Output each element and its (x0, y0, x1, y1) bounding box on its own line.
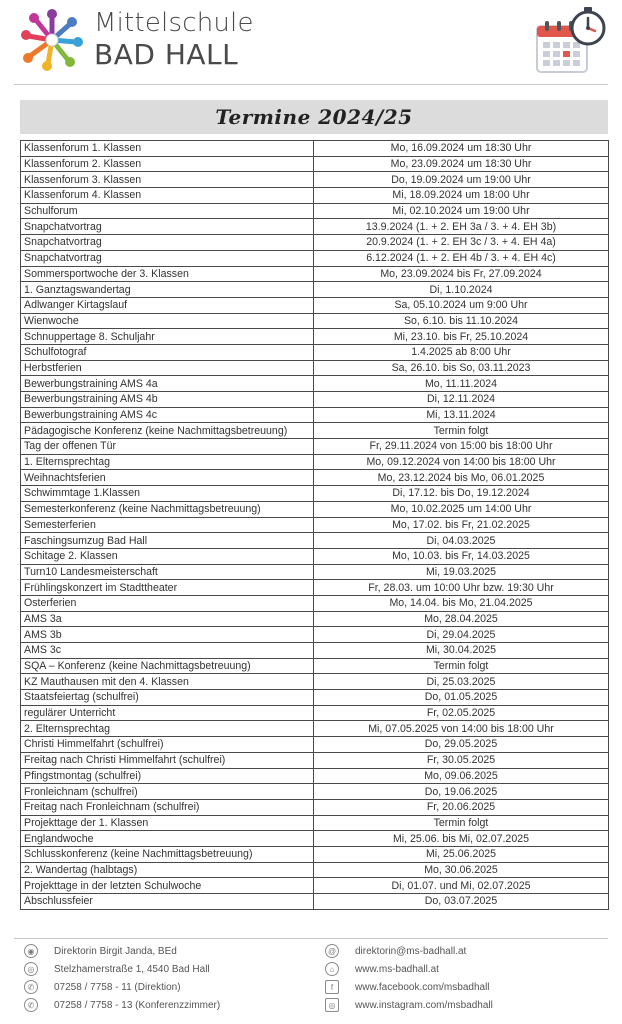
events-table (20, 140, 609, 910)
event-date: Mi, 02.10.2024 um 19:00 Uhr (314, 203, 609, 219)
event-name: Snapchatvortrag (21, 250, 314, 266)
table-row (21, 188, 609, 204)
table-row (21, 156, 609, 172)
event-date: Di, 1.10.2024 (314, 282, 609, 298)
footer-divider (14, 938, 608, 939)
event-name: Snapchatvortrag (21, 235, 314, 251)
event-date: Mo, 23.09.2024 bis Fr, 27.09.2024 (314, 266, 609, 282)
table-row (21, 784, 609, 800)
event-date: Mo, 10.02.2025 um 14:00 Uhr (314, 501, 609, 517)
table-row (21, 752, 609, 768)
event-name: Wienwoche (21, 313, 314, 329)
footer-item (24, 996, 220, 1014)
event-date: Termin folgt (314, 815, 609, 831)
school-name-line1: Mittelschule (94, 8, 254, 38)
event-name: AMS 3b (21, 627, 314, 643)
event-name: Bewerbungstraining AMS 4a (21, 376, 314, 392)
event-name: Osterferien (21, 595, 314, 611)
event-date: Mo, 10.03. bis Fr, 14.03.2025 (314, 548, 609, 564)
table-row (21, 533, 609, 549)
event-date: Fr, 28.03. um 10:00 Uhr bzw. 19:30 Uhr (314, 580, 609, 596)
table-row (21, 313, 609, 329)
event-date: Di, 12.11.2024 (314, 392, 609, 408)
table-row (21, 846, 609, 862)
table-row (21, 705, 609, 721)
page-header (0, 0, 622, 86)
events-table-body (21, 141, 609, 910)
event-name: Schitage 2. Klassen (21, 548, 314, 564)
phone-icon: ✆ (24, 998, 38, 1012)
event-date: Mi, 19.03.2025 (314, 564, 609, 580)
table-row (21, 266, 609, 282)
event-name: Bewerbungstraining AMS 4b (21, 392, 314, 408)
event-date: 1.4.2025 ab 8:00 Uhr (314, 344, 609, 360)
event-date: Mo, 16.09.2024 um 18:30 Uhr (314, 141, 609, 157)
header-divider (14, 84, 608, 85)
event-date: Fr, 29.11.2024 von 15:00 bis 18:00 Uhr (314, 439, 609, 455)
event-name: Schwimmtage 1.Klassen (21, 486, 314, 502)
instagram-icon: ◎ (325, 998, 339, 1012)
footer-item (24, 978, 181, 996)
event-date: Mi, 07.05.2025 von 14:00 bis 18:00 Uhr (314, 721, 609, 737)
event-name: 2. Elternsprechtag (21, 721, 314, 737)
phone-icon: ✆ (24, 980, 38, 994)
table-row (21, 344, 609, 360)
table-row (21, 643, 609, 659)
table-row (21, 611, 609, 627)
home-icon: ⌂ (325, 962, 339, 976)
person-icon: ◉ (24, 944, 38, 958)
event-name: Pfingstmontag (schulfrei) (21, 768, 314, 784)
table-row (21, 831, 609, 847)
event-name: Bewerbungstraining AMS 4c (21, 407, 314, 423)
event-date: Mi, 23.10. bis Fr, 25.10.2024 (314, 329, 609, 345)
footer-text[interactable]: www.instagram.com/msbadhall (355, 999, 493, 1011)
event-date: Mi, 18.09.2024 um 18:00 Uhr (314, 188, 609, 204)
event-date: Mo, 09.12.2024 von 14:00 bis 18:00 Uhr (314, 454, 609, 470)
table-row (21, 297, 609, 313)
table-row (21, 878, 609, 894)
footer-text: 07258 / 7758 - 13 (Konferenzzimmer) (54, 999, 221, 1011)
table-row (21, 423, 609, 439)
event-date: Fr, 30.05.2025 (314, 752, 609, 768)
event-date: Mo, 17.02. bis Fr, 21.02.2025 (314, 517, 609, 533)
event-date: Termin folgt (314, 658, 609, 674)
event-name: Freitag nach Fronleichnam (schulfrei) (21, 799, 314, 815)
event-date: Mi, 30.04.2025 (314, 643, 609, 659)
event-name: Schlusskonferenz (keine Nachmittagsbetreuung) (21, 846, 314, 862)
event-name: Klassenforum 3. Klassen (21, 172, 314, 188)
event-name: Christi Himmelfahrt (schulfrei) (21, 737, 314, 753)
event-name: KZ Mauthausen mit den 4. Klassen (21, 674, 314, 690)
event-name: Projekttage der 1. Klassen (21, 815, 314, 831)
event-date: Do, 19.09.2024 um 19:00 Uhr (314, 172, 609, 188)
event-name: Semesterkonferenz (keine Nachmittagsbetreuung) (21, 501, 314, 517)
table-row (21, 894, 609, 910)
event-date: Mi, 13.11.2024 (314, 407, 609, 423)
facebook-icon: f (325, 980, 339, 994)
event-date: Di, 01.07. und Mi, 02.07.2025 (314, 878, 609, 894)
event-name: Projekttage in der letzten Schulwoche (21, 878, 314, 894)
table-row (21, 470, 609, 486)
event-date: Di, 04.03.2025 (314, 533, 609, 549)
table-row (21, 141, 609, 157)
event-date: Mo, 09.06.2025 (314, 768, 609, 784)
footer-item (325, 960, 439, 978)
table-row (21, 439, 609, 455)
email-icon: @ (325, 944, 339, 958)
event-date: So, 6.10. bis 11.10.2024 (314, 313, 609, 329)
footer-text[interactable]: www.ms-badhall.at (355, 963, 439, 975)
footer-text: 07258 / 7758 - 11 (Direktion) (54, 981, 181, 993)
event-date: Di, 25.03.2025 (314, 674, 609, 690)
event-name: Schnuppertage 8. Schuljahr (21, 329, 314, 345)
footer-text: Direktorin Birgit Janda, BEd (54, 945, 177, 957)
event-name: 2. Wandertag (halbtags) (21, 862, 314, 878)
event-date: Mo, 23.09.2024 um 18:30 Uhr (314, 156, 609, 172)
table-row (21, 799, 609, 815)
event-name: Englandwoche (21, 831, 314, 847)
event-name: Adlwanger Kirtagslauf (21, 297, 314, 313)
event-name: SQA – Konferenz (keine Nachmittagsbetreuung) (21, 658, 314, 674)
event-date: Mo, 30.06.2025 (314, 862, 609, 878)
event-date: Fr, 02.05.2025 (314, 705, 609, 721)
table-row (21, 768, 609, 784)
table-row (21, 721, 609, 737)
title-bar (20, 100, 608, 134)
event-name: Turn10 Landesmeisterschaft (21, 564, 314, 580)
event-date: Do, 03.07.2025 (314, 894, 609, 910)
event-name: Faschingsumzug Bad Hall (21, 533, 314, 549)
table-row (21, 282, 609, 298)
table-row (21, 690, 609, 706)
school-logo-flower-icon (18, 6, 86, 74)
event-name: regulärer Unterricht (21, 705, 314, 721)
event-name: Klassenforum 1. Klassen (21, 141, 314, 157)
footer-text[interactable]: direktorin@ms-badhall.at (355, 945, 467, 957)
table-row (21, 407, 609, 423)
event-date: Mo, 23.12.2024 bis Mo, 06.01.2025 (314, 470, 609, 486)
event-name: AMS 3a (21, 611, 314, 627)
table-row (21, 501, 609, 517)
table-row (21, 815, 609, 831)
event-date: Sa, 26.10. bis So, 03.11.2023 (314, 360, 609, 376)
table-row (21, 564, 609, 580)
event-date: Mi, 25.06. bis Mi, 02.07.2025 (314, 831, 609, 847)
table-row (21, 595, 609, 611)
event-date: Do, 01.05.2025 (314, 690, 609, 706)
event-date: Do, 29.05.2025 (314, 737, 609, 753)
event-name: Sommersportwoche der 3. Klassen (21, 266, 314, 282)
table-row (21, 454, 609, 470)
footer-item (325, 978, 490, 996)
table-row (21, 250, 609, 266)
page-footer (0, 940, 622, 1024)
table-row (21, 862, 609, 878)
table-row (21, 658, 609, 674)
event-name: Weihnachtsferien (21, 470, 314, 486)
table-row (21, 329, 609, 345)
event-name: Frühlingskonzert im Stadttheater (21, 580, 314, 596)
school-name (94, 8, 254, 72)
event-name: Schulforum (21, 203, 314, 219)
event-name: Pädagogische Konferenz (keine Nachmittagsbetreuung) (21, 423, 314, 439)
table-row (21, 486, 609, 502)
event-date: Mo, 11.11.2024 (314, 376, 609, 392)
footer-item (24, 960, 210, 978)
event-name: Fronleichnam (schulfrei) (21, 784, 314, 800)
footer-item (325, 942, 466, 960)
table-row (21, 737, 609, 753)
event-date: Mi, 25.06.2025 (314, 846, 609, 862)
table-row (21, 548, 609, 564)
table-row (21, 172, 609, 188)
footer-item (24, 942, 177, 960)
location-pin-icon: ◎ (24, 962, 38, 976)
table-row (21, 376, 609, 392)
event-date: Do, 19.06.2025 (314, 784, 609, 800)
table-row (21, 627, 609, 643)
event-name: Snapchatvortrag (21, 219, 314, 235)
event-name: Klassenforum 4. Klassen (21, 188, 314, 204)
event-name: Abschlussfeier (21, 894, 314, 910)
table-row (21, 360, 609, 376)
footer-text: Stelzhamerstraße 1, 4540 Bad Hall (54, 963, 210, 975)
event-name: Klassenforum 2. Klassen (21, 156, 314, 172)
table-row (21, 235, 609, 251)
event-date: Mo, 14.04. bis Mo, 21.04.2025 (314, 595, 609, 611)
table-row (21, 219, 609, 235)
event-date: Mo, 28.04.2025 (314, 611, 609, 627)
event-name: 1. Ganztagswandertag (21, 282, 314, 298)
event-name: Schulfotograf (21, 344, 314, 360)
event-date: Sa, 05.10.2024 um 9:00 Uhr (314, 297, 609, 313)
table-row (21, 517, 609, 533)
event-name: Semesterferien (21, 517, 314, 533)
event-date: 20.9.2024 (1. + 2. EH 3c / 3. + 4. EH 4a) (314, 235, 609, 251)
page-title: Termine 2024/25 (215, 105, 413, 129)
event-name: 1. Elternsprechtag (21, 454, 314, 470)
table-row (21, 674, 609, 690)
footer-text[interactable]: www.facebook.com/msbadhall (355, 981, 490, 993)
event-date: 13.9.2024 (1. + 2. EH 3a / 3. + 4. EH 3b) (314, 219, 609, 235)
calendar-clock-icon (534, 6, 608, 78)
event-date: Fr, 20.06.2025 (314, 799, 609, 815)
footer-item (325, 996, 493, 1014)
event-date: Di, 29.04.2025 (314, 627, 609, 643)
table-row (21, 580, 609, 596)
event-name: Staatsfeiertag (schulfrei) (21, 690, 314, 706)
event-date: Di, 17.12. bis Do, 19.12.2024 (314, 486, 609, 502)
event-name: Tag der offenen Tür (21, 439, 314, 455)
school-name-line2: BAD HALL (94, 38, 239, 71)
event-name: Herbstferien (21, 360, 314, 376)
event-name: Freitag nach Christi Himmelfahrt (schulfrei) (21, 752, 314, 768)
table-row (21, 203, 609, 219)
event-name: AMS 3c (21, 643, 314, 659)
event-date: Termin folgt (314, 423, 609, 439)
table-row (21, 392, 609, 408)
event-date: 6.12.2024 (1. + 2. EH 4b / 3. + 4. EH 4c) (314, 250, 609, 266)
